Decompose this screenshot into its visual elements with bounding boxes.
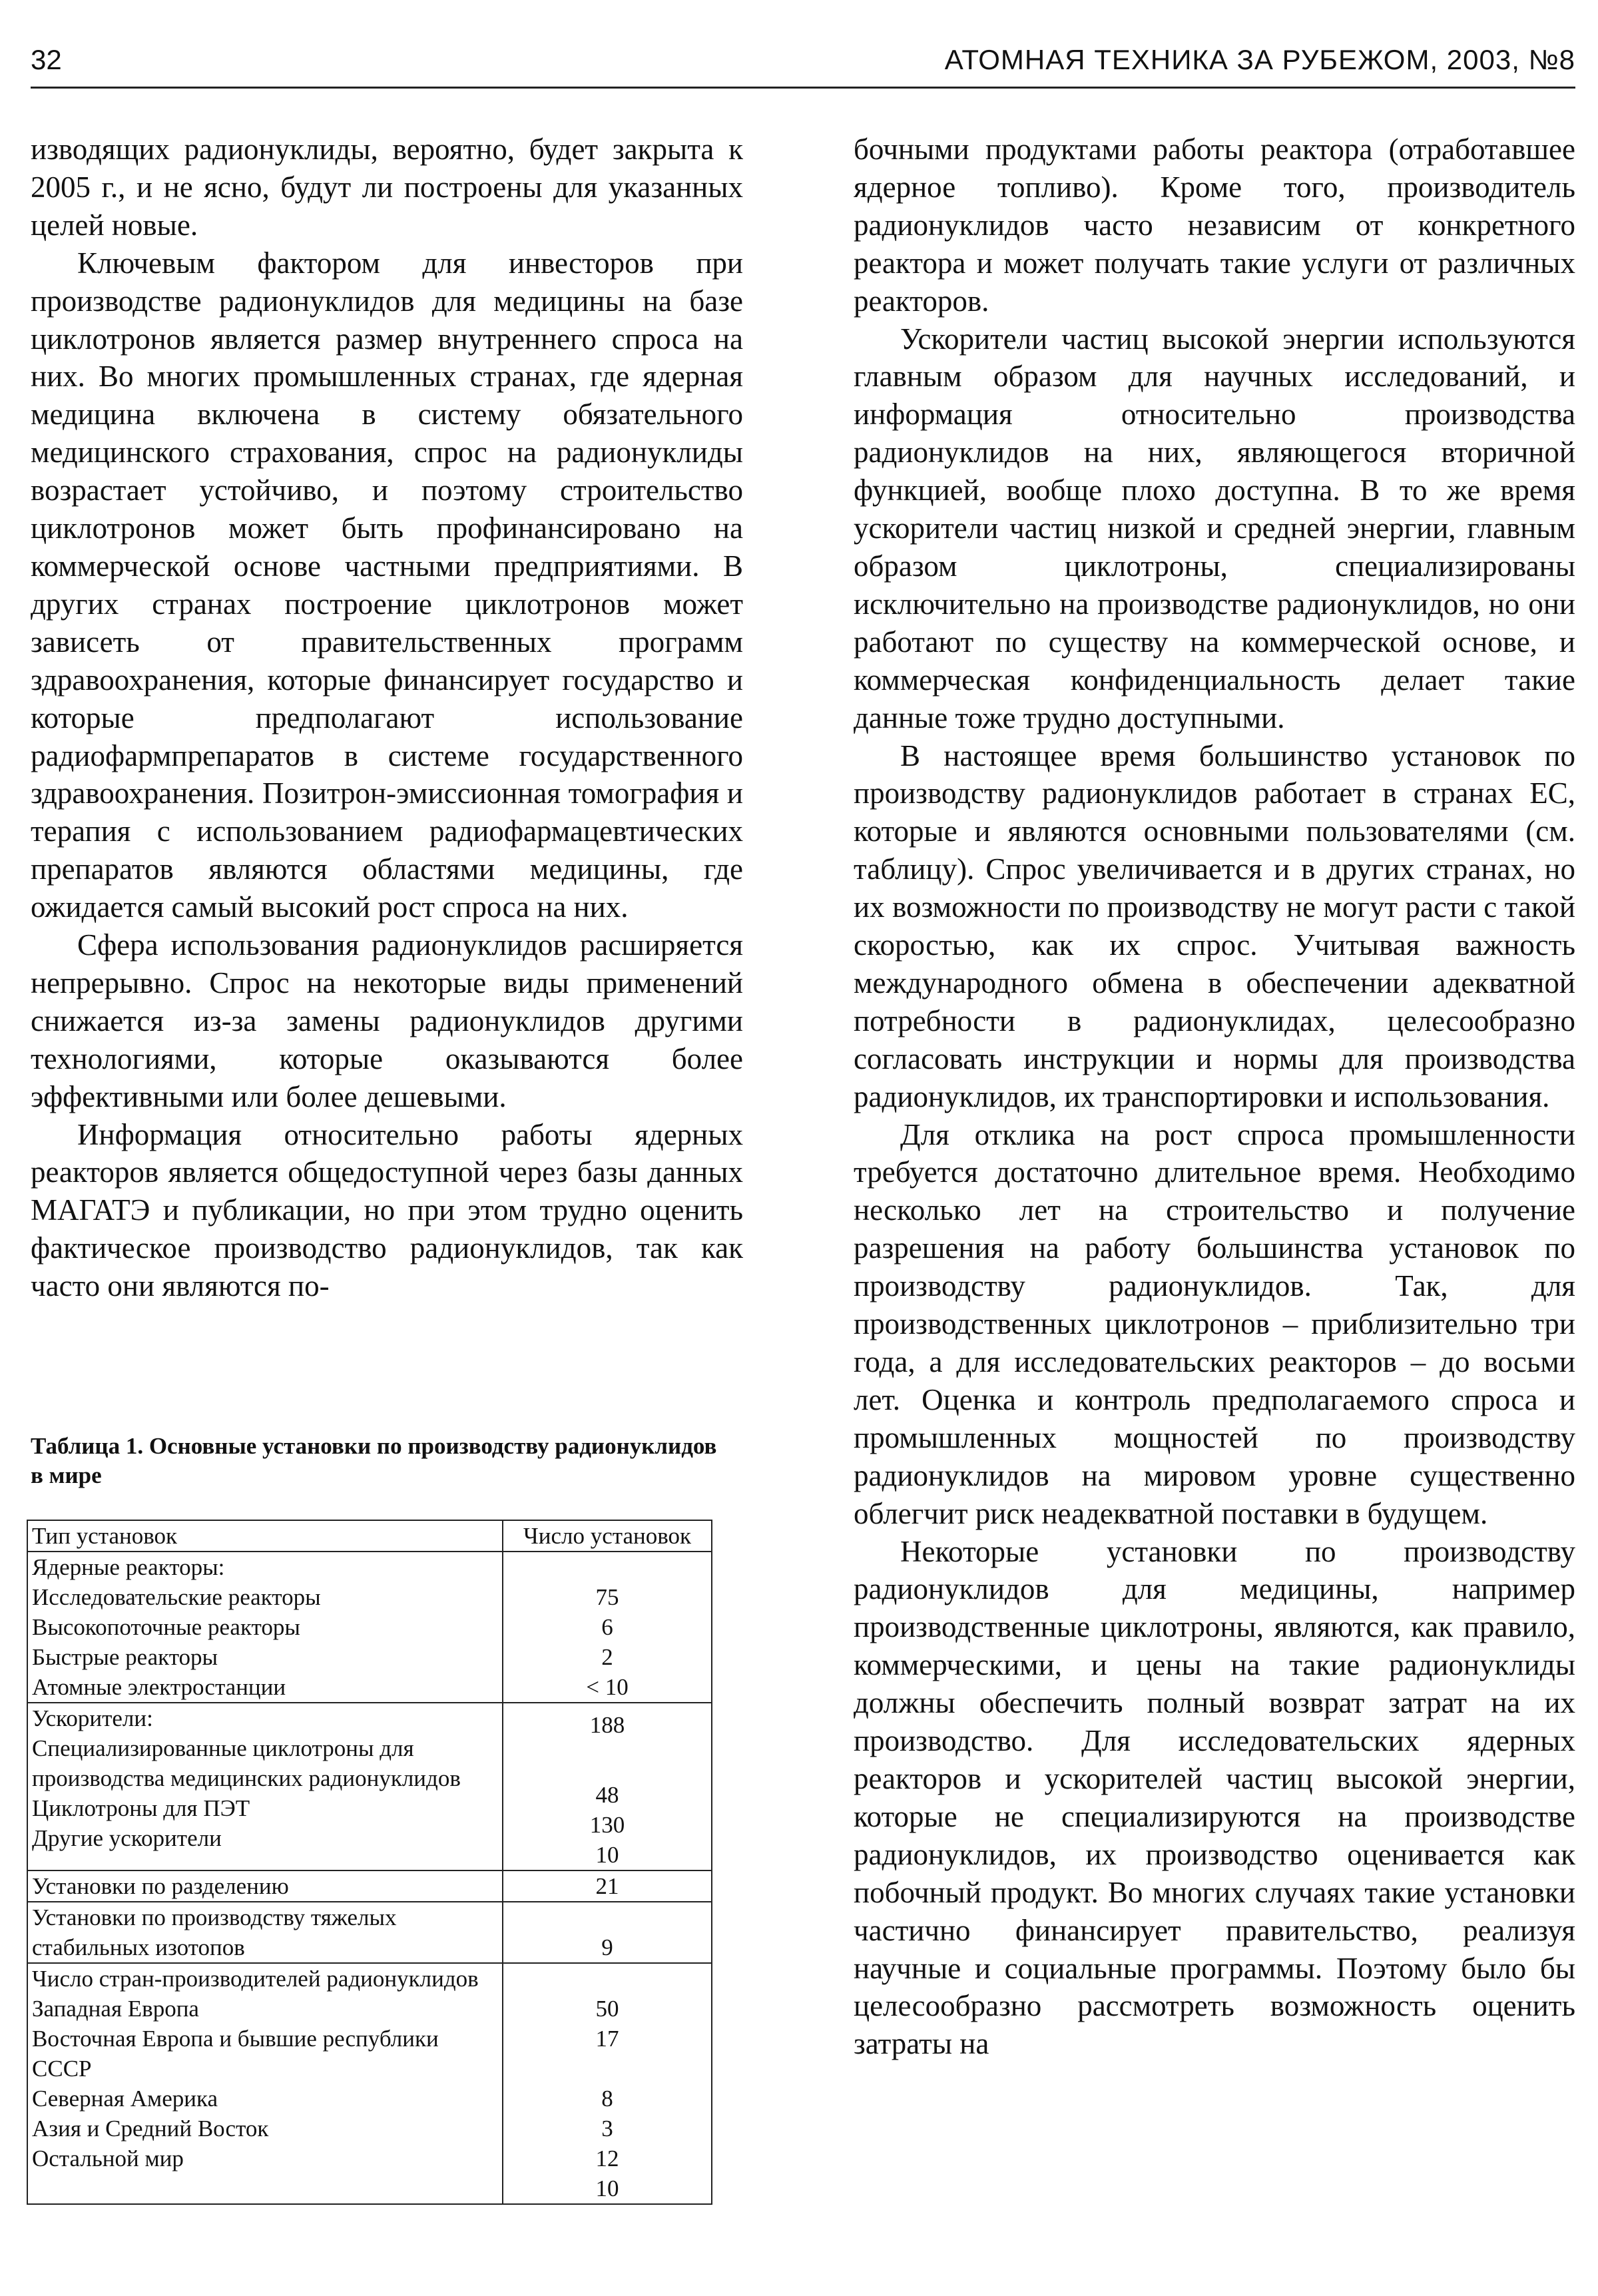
right-column	[854, 131, 1575, 2063]
row-value: < 10	[586, 1674, 629, 1700]
row-value: 6	[601, 1614, 613, 1640]
row-label: Циклотроны для ПЭТ	[32, 1795, 250, 1821]
row-value: 12	[595, 2146, 619, 2171]
row-value: 3	[601, 2116, 613, 2142]
right-paragraph-3: В настоящее время большинство установок по производству радионуклидов работает в странах ЕС, которые и являются основными пользователями (см. таблицу). Спрос увеличивается и в других странах, но их возможности по производству не могут расти с такой скоростью, как их спрос. Учитывая важность международного обмена в обеспечении адекватной потребности в радионуклидах, целесообразно согласовать инструкции и нормы для производства радионуклидов, их транспортировки и использования.	[854, 738, 1575, 1113]
row-value: 48	[595, 1782, 619, 1808]
table-row-heavy-isotopes	[27, 1902, 712, 1963]
row-label: Число стран-производителей радионуклидов	[32, 1966, 479, 1992]
left-paragraph-3: Сфера использования радионуклидов расширяется непрерывно. Спрос на некоторые виды применений снижается из-за замены радионуклидов другими технологиями, которые оказываются более эффективными или более дешевыми.	[31, 928, 743, 1113]
header-facility-type: Тип установок	[27, 1520, 503, 1552]
row-label: Атомные электростанции	[32, 1674, 286, 1700]
journal-title: АТОМНАЯ ТЕХНИКА ЗА РУБЕЖОМ, 2003, №8	[944, 44, 1575, 75]
row-value: 75	[595, 1584, 619, 1610]
row-label: Остальной мир	[32, 2146, 184, 2171]
row-value: 188	[589, 1712, 625, 1738]
row-label: Северная Америка	[32, 2086, 218, 2112]
row-value: 9	[503, 1902, 712, 1963]
row-value: 130	[589, 1812, 625, 1838]
row-value: 2	[601, 1644, 613, 1670]
right-paragraph-2: Ускорители частиц высокой энергии используются главным образом для научных исследований, и информация относительно производства радионуклидов на них, являющегося вторичной функцией, вообще плохо доступна. В то же время ускорители частиц низкой и средней энергии, главным образом циклотроны, специализированы исключительно на производстве радионуклидов, но они работают по существу на коммерческой основе, и коммерческая конфиденциальность делает такие данные тоже трудно доступными.	[854, 322, 1575, 734]
header-facility-count: Число установок	[503, 1520, 712, 1552]
row-value: 10	[595, 1842, 619, 1868]
page-number: 32	[31, 44, 62, 75]
row-value: 21	[503, 1870, 712, 1902]
table-row-accelerators	[27, 1703, 712, 1870]
row-value: 50	[595, 1996, 619, 2022]
row-label: Быстрые реакторы	[32, 1644, 218, 1670]
left-paragraph-2: Ключевым фактором для инвесторов при производстве радионуклидов для медицины на базе циклотронов является размер внутреннего спроса на них. Во многих промышленных странах, где ядерная медицина включена в систему обязательного медицинского страхования, спрос на радионуклиды возрастает устойчиво, и поэтому строительство циклотронов может быть профинансировано на коммерческой основе частными предприятиями. В других странах построение циклотронов может зависеть от правительственных программ здравоохранения, которые финансирует государство и которые предполагают использование радиофармпрепаратов в системе государственного здравоохранения. Позитрон-эмиссионная томография и терапия с использованием радиофармацевтических препаратов являются областями медицины, где ожидается самый высокий рост спроса на них.	[31, 246, 743, 924]
left-paragraph-1: изводящих радионуклиды, вероятно, будет закрыта к 2005 г., и не ясно, будут ли построены для указанных целей новые.	[31, 133, 743, 242]
row-label: Западная Европа	[32, 1996, 199, 2022]
row-label: Специализированные циклотроны для производства медицинских радионуклидов	[32, 1735, 461, 1791]
row-label: Другие ускорители	[32, 1825, 222, 1851]
left-paragraph-4: Информация относительно работы ядерных реакторов является общедоступной через базы данных МАГАТЭ и публикации, но при этом трудно оценить фактическое производство радионуклидов, так как часто они являются по-	[31, 1117, 743, 1303]
row-label: Установки по производству тяжелых стабильных изотопов	[27, 1902, 503, 1963]
row-value: 8	[601, 2086, 613, 2112]
row-label: Высокопоточные реакторы	[32, 1614, 300, 1640]
row-label: Азия и Средний Восток	[32, 2116, 269, 2142]
row-label: Исследовательские реакторы	[32, 1584, 321, 1610]
right-paragraph-1: бочными продуктами работы реактора (отработавшее ядерное топливо). Кроме того, производитель радионуклидов часто независим от конкретного реактора и может получать такие услуги от различных реакторов.	[854, 133, 1575, 318]
row-label: Восточная Европа и бывшие республики СССР	[32, 2026, 439, 2082]
group-label: Ядерные реакторы:	[32, 1554, 225, 1580]
right-paragraph-4: Для отклика на рост спроса промышленности требуется достаточно длительное время. Необходимо несколько лет на строительство и получение разрешения на работу большинства установок по производству радионуклидов. Так, для производственных циклотронов – приблизительно три года, а для исследовательских реакторов – до восьми лет. Оценка и контроль предполагаемого спроса и промышленных мощностей по производству радионуклидов на мировом уровне существенно облегчит риск неадекватной поставки в будущем.	[854, 1117, 1575, 1530]
header-rule	[31, 87, 1575, 89]
row-value: 10	[595, 2175, 619, 2201]
table-row-separation	[27, 1870, 712, 1902]
table-header-row	[27, 1520, 712, 1552]
row-value: 17	[595, 2026, 619, 2052]
left-column	[31, 131, 743, 1305]
table-row-countries	[27, 1963, 712, 2204]
facilities-table	[27, 1520, 712, 2205]
right-paragraph-5: Некоторые установки по производству радионуклидов для медицины, например производственные циклотроны, являются, как правило, коммерческими, и цены на такие радионуклиды должны обеспечить полный возврат затрат на их производство. Для исследовательских ядерных реакторов и ускорителей частиц высокой энергии, которые не специализируются на производстве радионуклидов, их производство оценивается как побочный продукт. Во многих случаях такие установки частично финансирует правительство, реализуя научные и социальные программы. Поэтому было бы целесообразно рассмотреть возможность оценить затраты на	[854, 1534, 1575, 2061]
table-caption: Таблица 1. Основные установки по производству радионуклидов в мире	[31, 1433, 717, 1488]
table-row-reactors	[27, 1552, 712, 1703]
group-label: Ускорители:	[32, 1705, 153, 1731]
row-label: Установки по разделению	[27, 1870, 503, 1902]
page-header	[31, 40, 1575, 80]
